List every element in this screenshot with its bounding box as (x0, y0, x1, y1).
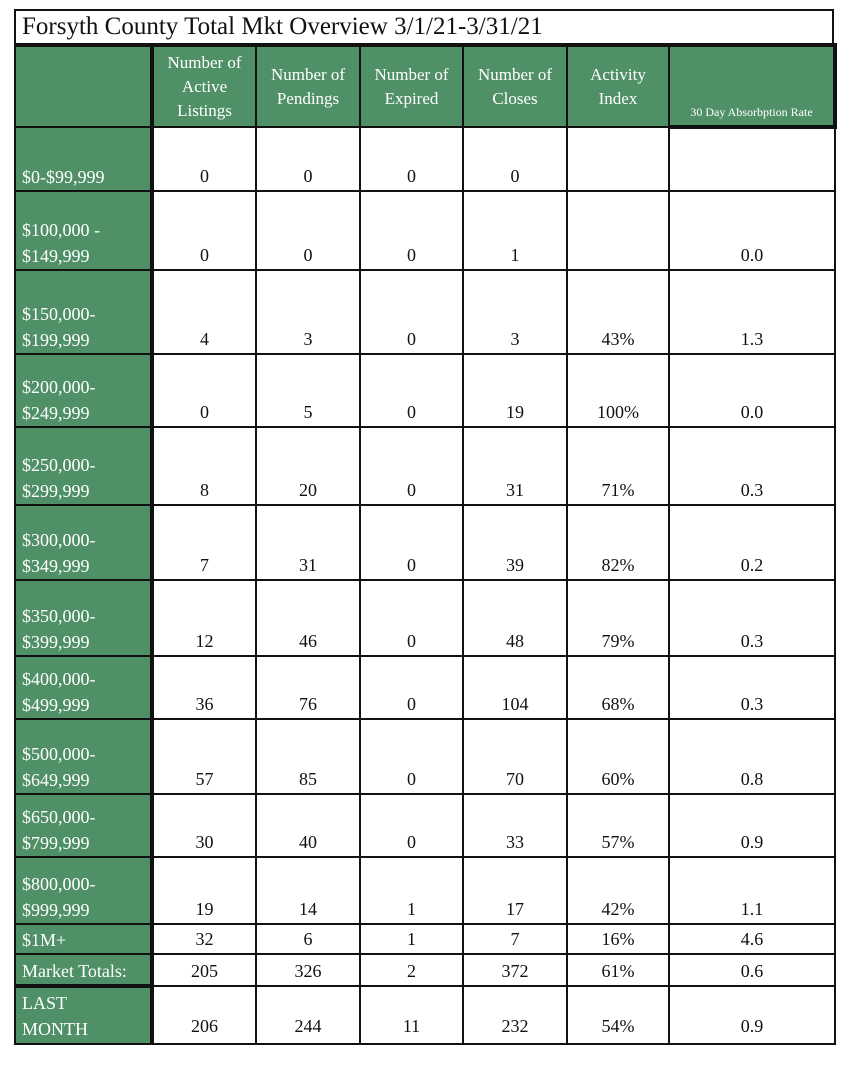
table-row (15, 191, 835, 270)
table-cell: 57 (152, 719, 256, 794)
table-cell: 39 (463, 505, 567, 580)
table-cell: 19 (152, 857, 256, 924)
table-cell: 0 (360, 191, 463, 270)
table-cell: 3 (463, 270, 567, 354)
table-cell: 60% (567, 719, 669, 794)
row-label: $650,000- $799,999 (15, 794, 152, 857)
table-cell: 61% (567, 954, 669, 986)
table-cell: 0.0 (669, 354, 835, 427)
table-cell: 232 (463, 986, 567, 1044)
table-cell: 48 (463, 580, 567, 656)
table-cell: 0 (256, 191, 360, 270)
row-label: $150,000- $199,999 (15, 270, 152, 354)
table-row (15, 924, 835, 954)
table-cell: 12 (152, 580, 256, 656)
table-row (15, 427, 835, 505)
table-cell: 14 (256, 857, 360, 924)
table-cell: 79% (567, 580, 669, 656)
table-cell: 1.3 (669, 270, 835, 354)
row-label: $1M+ (15, 924, 152, 954)
row-label: $250,000- $299,999 (15, 427, 152, 505)
table-cell: 206 (152, 986, 256, 1044)
table-cell: 326 (256, 954, 360, 986)
table-cell: 7 (463, 924, 567, 954)
table-cell: 205 (152, 954, 256, 986)
table-cell: 0 (152, 354, 256, 427)
table-cell: 70 (463, 719, 567, 794)
table-cell: 0.9 (669, 794, 835, 857)
table-row (15, 656, 835, 719)
table-cell: 32 (152, 924, 256, 954)
table-cell: 54% (567, 986, 669, 1044)
table-row (15, 986, 835, 1044)
table-cell: 71% (567, 427, 669, 505)
table-cell: 0 (360, 354, 463, 427)
table-row (15, 580, 835, 656)
col-closes-header: Number of Closes (463, 45, 567, 127)
table-row (15, 127, 835, 191)
table-cell: 30 (152, 794, 256, 857)
table-cell: 0.8 (669, 719, 835, 794)
col-active-listings-header: Number of Active Listings (152, 45, 256, 127)
table-cell: 5 (256, 354, 360, 427)
table-cell: 68% (567, 656, 669, 719)
table-cell: 244 (256, 986, 360, 1044)
table-cell: 0 (360, 505, 463, 580)
table-cell: 0.0 (669, 191, 835, 270)
table-row (15, 719, 835, 794)
table-cell: 16% (567, 924, 669, 954)
table-cell: 0 (360, 794, 463, 857)
table-cell: 82% (567, 505, 669, 580)
table-cell: 4.6 (669, 924, 835, 954)
table-cell: 0.6 (669, 954, 835, 986)
table-cell: 0 (152, 191, 256, 270)
table-cell: 0.3 (669, 656, 835, 719)
table-cell: 6 (256, 924, 360, 954)
table-cell: 1 (360, 857, 463, 924)
table-cell: 11 (360, 986, 463, 1044)
table-row (15, 954, 835, 986)
table-cell: 0 (360, 719, 463, 794)
row-label: $300,000- $349,999 (15, 505, 152, 580)
table-row (15, 857, 835, 924)
row-label: LAST MONTH (15, 986, 152, 1044)
table-cell: 43% (567, 270, 669, 354)
table-cell: 104 (463, 656, 567, 719)
table-cell: 0 (360, 427, 463, 505)
table-cell: 4 (152, 270, 256, 354)
table-row (15, 505, 835, 580)
table-cell: 7 (152, 505, 256, 580)
table-row (15, 794, 835, 857)
row-label: $500,000- $649,999 (15, 719, 152, 794)
table-cell (669, 127, 835, 191)
sheet-title: Forsyth County Total Mkt Overview 3/1/21-3/31/21 (14, 9, 834, 43)
col-pendings-header: Number of Pendings (256, 45, 360, 127)
table-cell: 0.9 (669, 986, 835, 1044)
table-cell: 46 (256, 580, 360, 656)
table-cell: 1 (463, 191, 567, 270)
table-cell: 40 (256, 794, 360, 857)
table-row (15, 270, 835, 354)
col-activity-index-header: Activity Index (567, 45, 669, 127)
row-label: $400,000- $499,999 (15, 656, 152, 719)
overview-sheet (14, 9, 834, 1045)
row-label: Market Totals: (15, 954, 152, 986)
table-cell: 0 (256, 127, 360, 191)
header-row (15, 45, 835, 127)
table-cell: 1.1 (669, 857, 835, 924)
table-cell: 76 (256, 656, 360, 719)
table-cell: 0 (360, 127, 463, 191)
col-absorption-rate-header: 30 Day Absorbption Rate (669, 45, 835, 127)
market-table (14, 43, 837, 1045)
table-cell: 42% (567, 857, 669, 924)
table-cell: 0 (152, 127, 256, 191)
table-cell: 17 (463, 857, 567, 924)
table-cell: 0 (360, 580, 463, 656)
table-body (15, 127, 835, 1044)
table-cell (567, 191, 669, 270)
table-cell: 36 (152, 656, 256, 719)
table-cell: 19 (463, 354, 567, 427)
table-cell (567, 127, 669, 191)
row-label: $200,000- $249,999 (15, 354, 152, 427)
row-label: $800,000- $999,999 (15, 857, 152, 924)
table-cell: 31 (463, 427, 567, 505)
table-row (15, 354, 835, 427)
col-expired-header: Number of Expired (360, 45, 463, 127)
table-cell: 0.2 (669, 505, 835, 580)
table-cell: 0.3 (669, 580, 835, 656)
row-label: $350,000- $399,999 (15, 580, 152, 656)
table-cell: 2 (360, 954, 463, 986)
table-cell: 0.3 (669, 427, 835, 505)
row-label: $100,000 - $149,999 (15, 191, 152, 270)
table-cell: 3 (256, 270, 360, 354)
table-cell: 0 (360, 656, 463, 719)
table-cell: 85 (256, 719, 360, 794)
table-cell: 57% (567, 794, 669, 857)
table-cell: 20 (256, 427, 360, 505)
table-cell: 1 (360, 924, 463, 954)
table-cell: 8 (152, 427, 256, 505)
table-cell: 33 (463, 794, 567, 857)
table-cell: 0 (360, 270, 463, 354)
corner-header (15, 45, 152, 127)
table-cell: 31 (256, 505, 360, 580)
table-cell: 0 (463, 127, 567, 191)
row-label: $0-$99,999 (15, 127, 152, 191)
table-cell: 372 (463, 954, 567, 986)
table-cell: 100% (567, 354, 669, 427)
